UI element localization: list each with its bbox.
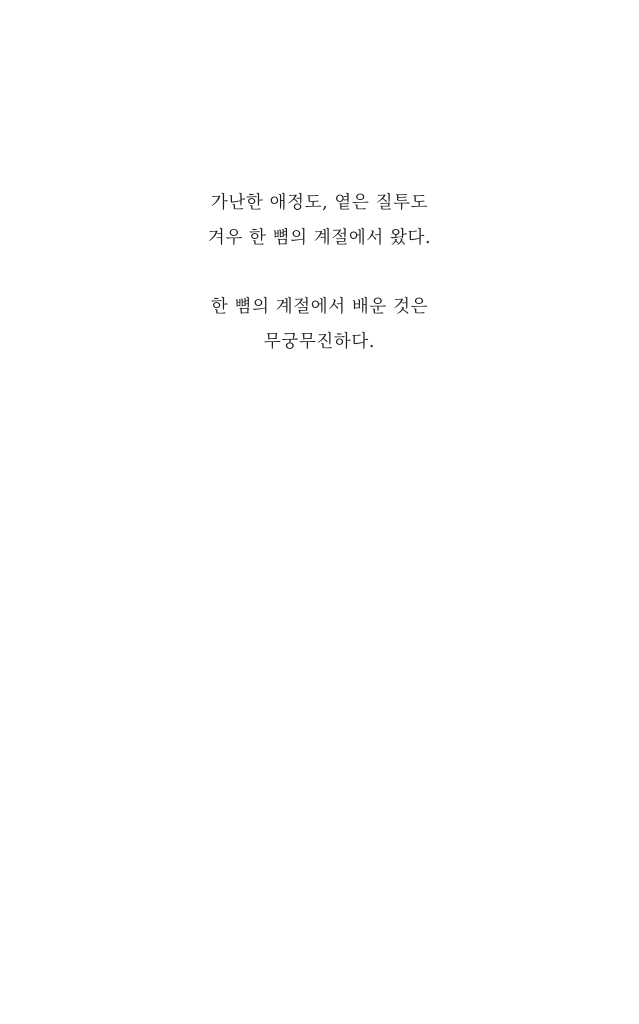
poem-line: 가난한 애정도, 옅은 질투도 <box>210 193 429 213</box>
poem-line: 겨우 한 뼘의 계절에서 왔다. <box>207 228 432 248</box>
poem-body <box>0 186 639 360</box>
poem-stanza <box>0 290 639 360</box>
poem-line: 무궁무진하다. <box>263 332 376 352</box>
poem-line: 한 뼘의 계절에서 배운 것은 <box>210 297 429 317</box>
poem-stanza <box>0 186 639 256</box>
